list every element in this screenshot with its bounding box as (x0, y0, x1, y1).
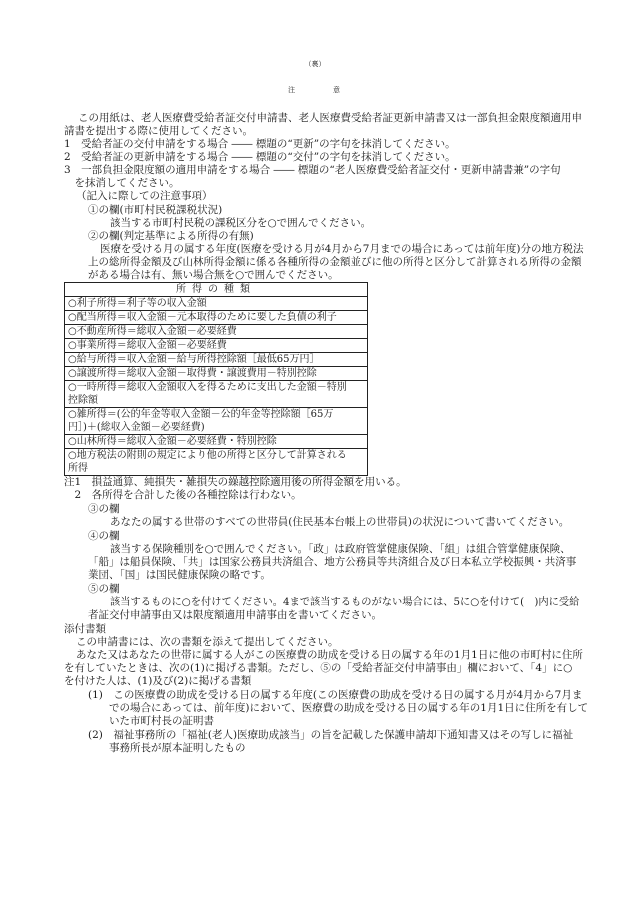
attach-sub2-line-1: (2) 福祉事務所の「福祉(老人)医療助成該当」の旨を記載した保護申請却下通知書又はその写しに福祉 (88, 729, 574, 741)
attach-line-4: を付けた人は、(1)及び(2)に掲げる書類 (64, 675, 252, 687)
attach-line-3: を有していたときは、次の(1)に掲げる書類。ただし、⑤の「受給者証交付申請事由」欄において、「4」に○ (64, 662, 573, 674)
col2-title: ②の欄(判定基準による所得の有無) (88, 230, 254, 242)
col4-line-3: 業団、「国」は国民健康保険の略です。 (88, 569, 271, 581)
table-row: ○地方税法の附則の規定により他の所得と区分して計算される 所得 (65, 449, 368, 476)
col5-line-2: 者証交付申請事由又は限度額適用申請事由を書いてください。 (88, 609, 382, 621)
item-3-cont: を抹消してください。 (64, 177, 180, 189)
col3-title: ③の欄 (88, 503, 120, 515)
col4-line-1: 該当する保険種別を○で囲んでください。「政」は政府管掌健康保険、「組」は組合管掌健康保険、 (110, 543, 571, 555)
table-row: ○給与所得＝収入金額－給与所得控除額［最低65万円］ (65, 353, 368, 367)
item-1: 1 受給者証の交付申請をする場合 ―― 標題の“更新”の字句を抹消してください。 (64, 138, 456, 150)
table-row: ○一時所得＝総収入金額収入を得るために支出した金額－特別 控除額 (65, 381, 368, 408)
table-row: ○利子所得＝利子等の収入金額 (65, 297, 368, 311)
page-side-label: （裏） (304, 60, 326, 68)
col3-body: あなたの属する世帯のすべての世帯員(住民基本台帳上の世帯員)の状況について書いてください。 (110, 516, 570, 528)
col1-title: ①の欄(市町村民税課税状況) (88, 204, 223, 216)
col2-line-2: 上の総所得金額及び山林所得金額に係る各種所得の金額並びに他の所得と区分して計算される所得の金額 (88, 256, 582, 268)
item-3: 3 一部負担金限度額の適用申請をする場合 ―― 標題の“老人医療費受給者証交付・更新申請書兼”の字句 (64, 164, 561, 176)
attach-title: 添付書類 (64, 623, 106, 635)
attach-line-2: あなた又はあなたの世帯に属する人がこの医療費の助成を受ける日の属する年の1月1日に他の市町村に住所 (76, 649, 583, 661)
table-note-2: 2 各所得を合計した後の各種控除は行わない。 (64, 489, 302, 501)
income-table-header: 所得の種類 (65, 283, 368, 297)
col5-line-1: 該当するものに○を付けてください。4まで該当するものがない場合には、5に○を付けて( )内に受給 (110, 596, 580, 608)
table-row: ○山林所得＝総収入金額－必要経費・特別控除 (65, 435, 368, 449)
table-row: ○配当所得＝収入金額－元本取得のために要した負債の利子 (65, 311, 368, 325)
table-row: ○不動産所得＝総収入金額－必要経費 (65, 325, 368, 339)
intro-line-2: 請書を提出する際に使用してください。 (64, 125, 253, 137)
table-row: ○譲渡所得＝総収入金額－取得費・譲渡費用－特別控除 (65, 367, 368, 381)
col2-line-3: がある場合は有、無い場合無を○で囲んでください。 (88, 269, 339, 281)
attach-sub1-line-2: での場合にあっては、前年度)において、医療費の助成を受ける日の属する年の1月1日に住所を有して (88, 702, 589, 714)
col4-line-2: 「船」は船員保険、「共」は国家公務員共済組合、地方公務員等共済組合及び日本私立学校振興・共済事 (88, 556, 577, 568)
table-row: ○雑所得＝(公的年金等収入金額－公的年金等控除額［65万 円］)＋(総収入金額－必要経費) (65, 408, 368, 435)
col5-title: ⑤の欄 (88, 583, 120, 595)
table-note-1: 注1 損益通算、純損失・雑損失の繰越控除適用後の所得金額を用いる。 (64, 476, 407, 488)
page-title: 注 意 (288, 86, 342, 94)
intro-line-1: この用紙は、老人医療費受給者証交付申請書、老人医療費受給者証更新申請書又は一部負担金限度額適用申 (78, 112, 582, 124)
item-2: 2 受給者証の更新申請をする場合 ―― 標題の“交付”の字句を抹消してください。 (64, 151, 456, 163)
attach-sub2-line-2: 事務所長が原本証明したもの (88, 742, 246, 754)
income-type-table (64, 282, 368, 476)
attach-line-1: この申請書には、次の書類を添えて提出してください。 (76, 636, 339, 648)
attach-sub1-line-3: いた市町村長の証明書 (88, 715, 214, 727)
col1-body: 該当する市町村民税の課税区分を○で囲んでください。 (110, 217, 372, 229)
table-row: ○事業所得＝総収入金額－必要経費 (65, 339, 368, 353)
notes-heading: （記入に際しての注意事項） (76, 190, 213, 202)
attach-sub1-line-1: (1) この医療費の助成を受ける日の属する年度(この医療費の助成を受ける日の属する月が4月から7月ま (88, 689, 583, 701)
col2-line-1: 医療を受ける月の属する年度(医療を受ける月が4月から7月までの場合にあっては前年度)分の地方税法 (100, 243, 584, 255)
col4-title: ④の欄 (88, 530, 120, 542)
